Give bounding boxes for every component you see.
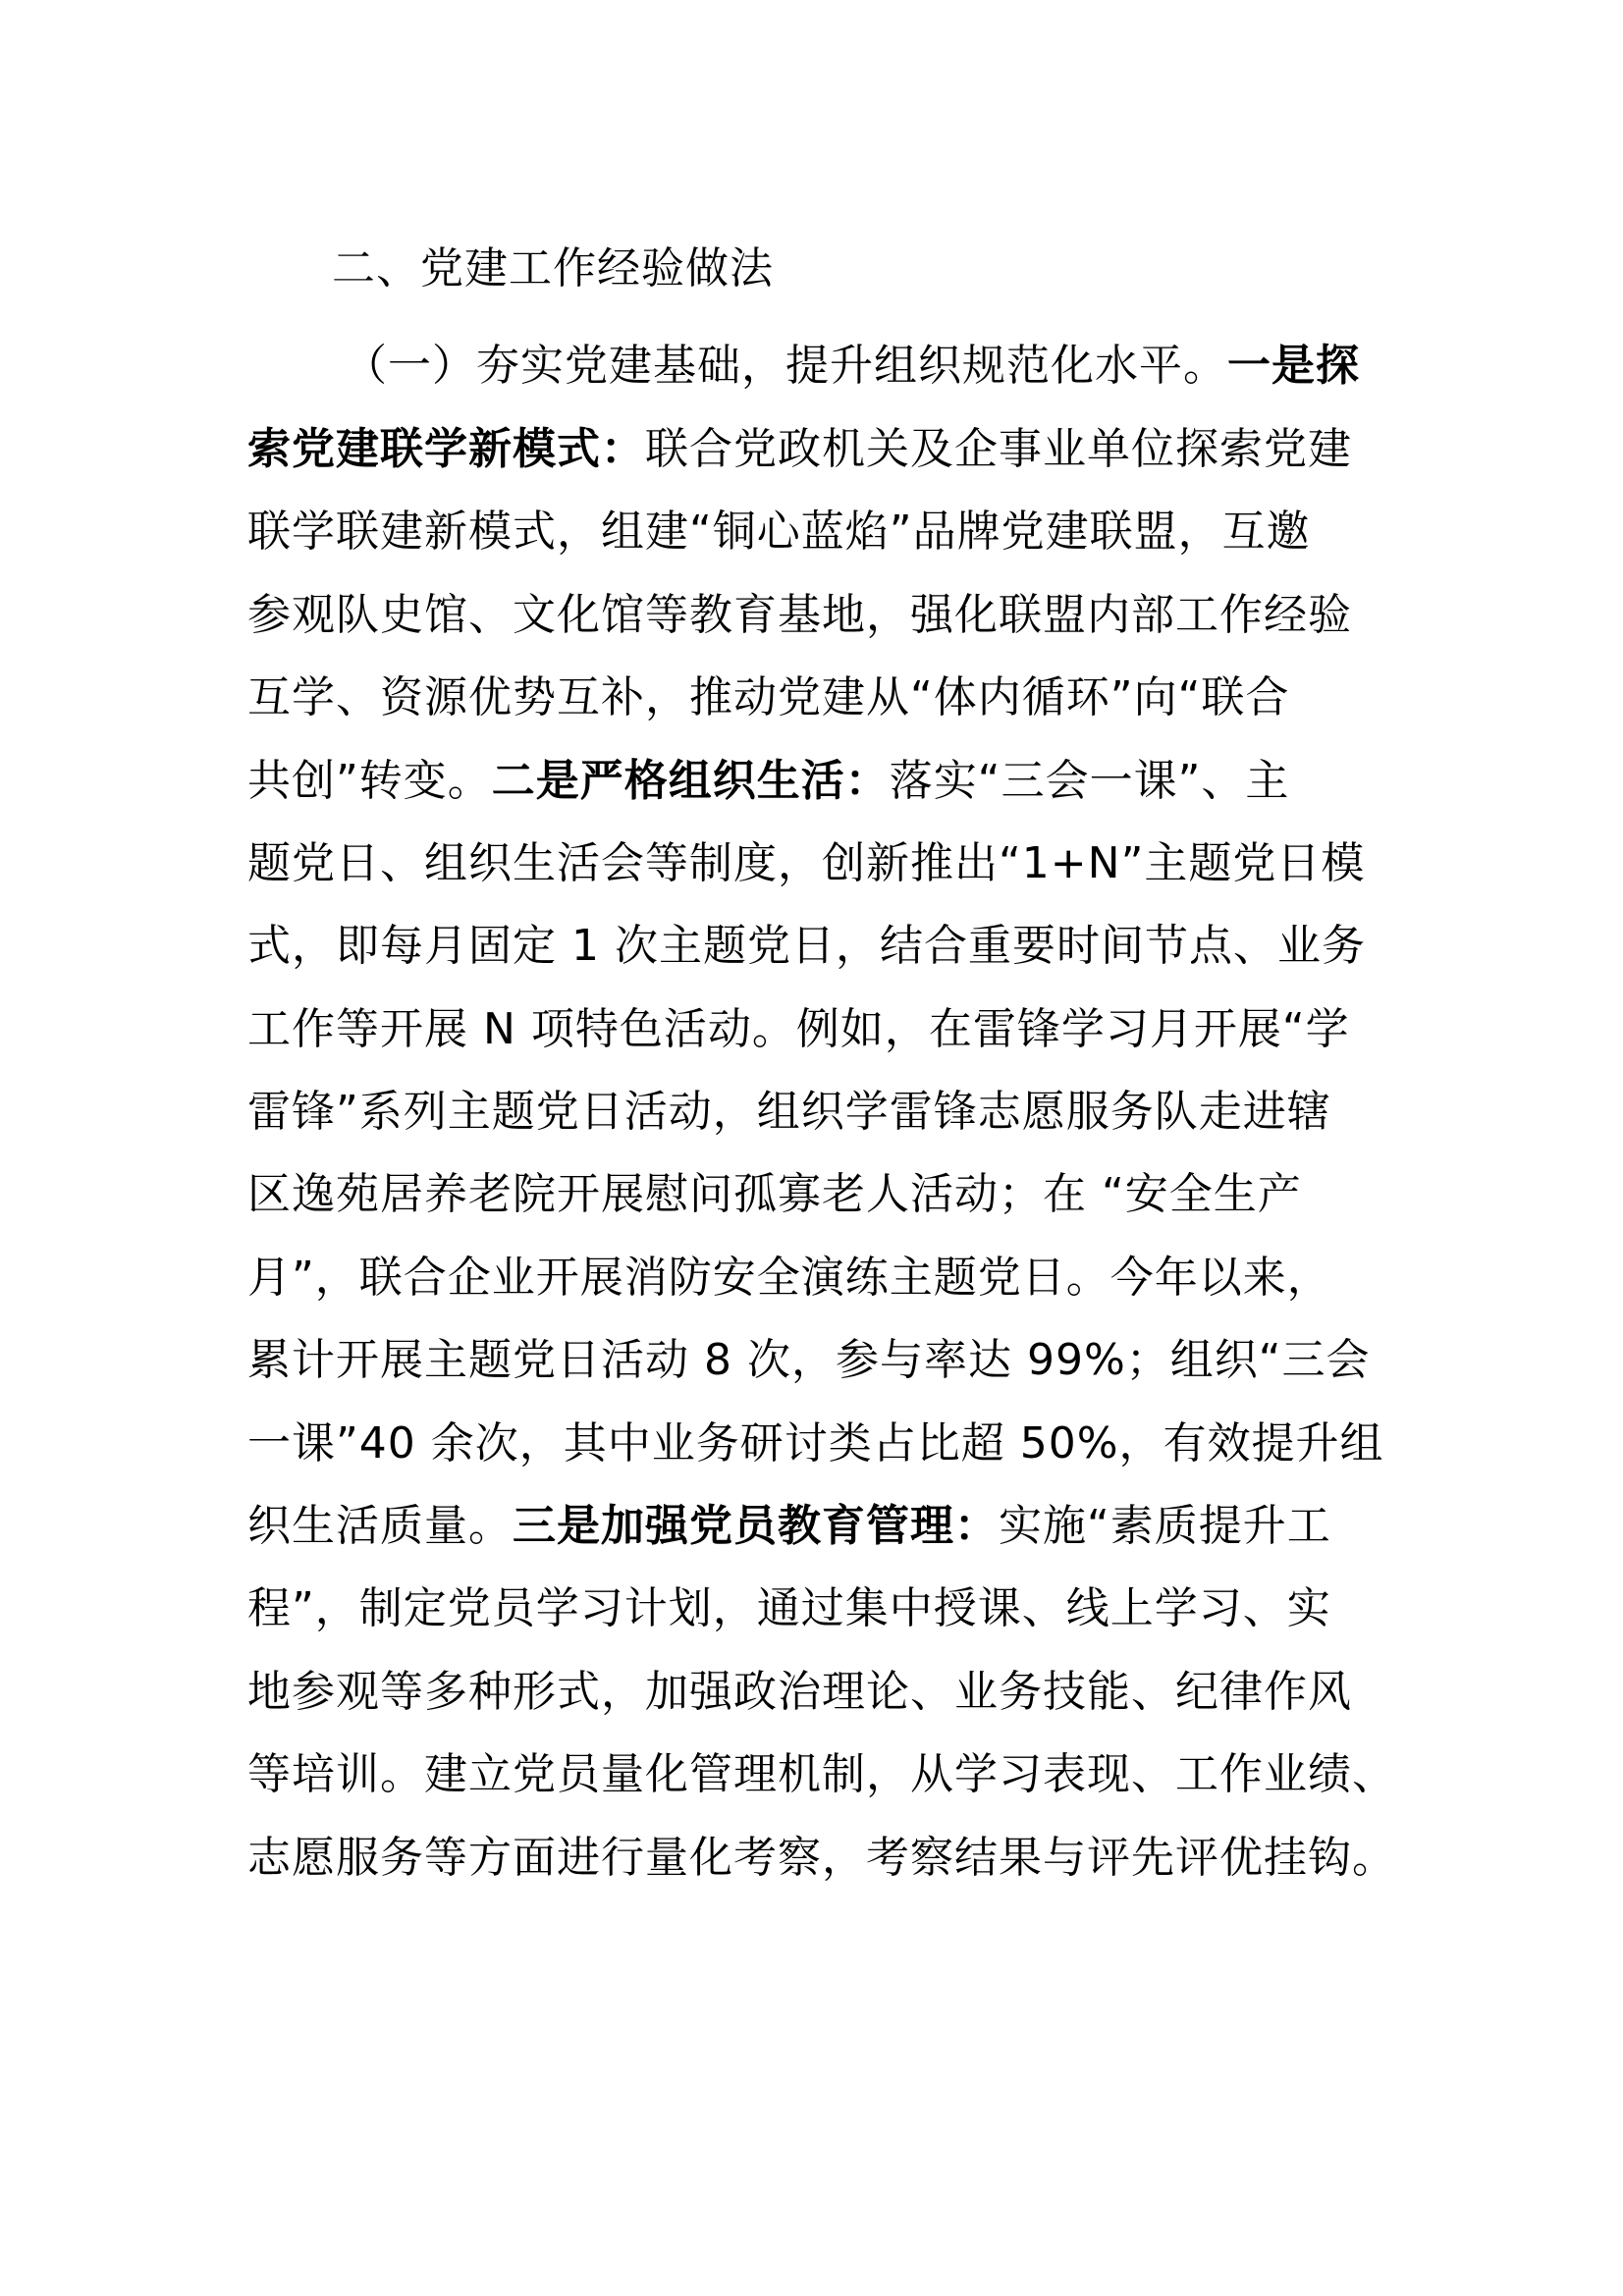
paragraph-line	[344, 339, 1360, 394]
text-run: 联合党政机关及企事业单位探索党建	[645, 424, 1352, 474]
paragraph-line	[247, 1167, 1302, 1222]
text-run: 等培训。建立党员量化管理机制，从学习表现、工作业绩、	[247, 1749, 1396, 1799]
text-run: 雷锋”系列主题党日活动，组织学雷锋志愿服务队走进辖	[247, 1087, 1331, 1137]
text-run: 工作等开展 N 项特色活动。例如，在雷锋学习月开展“学	[247, 1004, 1350, 1054]
paragraph-line	[247, 836, 1365, 891]
paragraph-line	[247, 919, 1366, 974]
text-run: 互学、资源优势互补，推动党建从“体内循环”向“联合	[247, 672, 1290, 722]
paragraph-line	[247, 1665, 1352, 1720]
text-run: 共创”转变。	[247, 756, 492, 806]
text-run: 地参观等多种形式，加强政治理论、业务技能、纪律作风	[247, 1667, 1352, 1717]
text-run: 落实“三会一课”、主	[889, 756, 1290, 806]
paragraph-line	[247, 1251, 1331, 1306]
text-run: 实施“素质提升工	[999, 1501, 1331, 1551]
paragraph-line	[247, 422, 1352, 477]
bold-text-run: 索党建联学新模式：	[247, 424, 645, 474]
paragraph-line	[247, 1416, 1384, 1471]
text-run: 区逸苑居养老院开展慰问孤寡老人活动；在 “安全生产	[247, 1169, 1302, 1219]
bold-text-run: 一是探	[1227, 341, 1360, 391]
bold-text-run: 二是严格组织生活：	[491, 756, 890, 806]
text-run: 月”，联合企业开展消防安全演练主题党日。今年以来，	[247, 1253, 1331, 1303]
text-run: 志愿服务等方面进行量化考察，考察结果与评先评优挂钩。	[247, 1833, 1396, 1883]
text-run: 程”，制定党员学习计划，通过集中授课、线上学习、实	[247, 1583, 1331, 1633]
paragraph-line	[247, 754, 1289, 809]
paragraph-line	[247, 670, 1289, 725]
text-run: 织生活质量。	[247, 1501, 513, 1551]
bold-text-run: 三是加强党员教育管理：	[513, 1501, 999, 1551]
paragraph-line	[247, 505, 1311, 560]
text-run: 累计开展主题党日活动 8 次，参与率达 99%；组织“三会	[247, 1335, 1371, 1385]
paragraph-line	[247, 588, 1352, 643]
text-run: 一课”40 余次，其中业务研讨类占比超 50%，有效提升组	[247, 1418, 1384, 1468]
paragraph-line	[247, 1333, 1371, 1388]
text-run: 联学联建新模式，组建“铜心蓝焰”品牌党建联盟，互邀	[247, 507, 1311, 557]
paragraph-line	[247, 1747, 1396, 1802]
section-heading: 二、党建工作经验做法	[332, 243, 774, 294]
paragraph-line	[247, 1499, 1331, 1554]
paragraph-line	[247, 1581, 1331, 1636]
text-run: 式，即每月固定 1 次主题党日，结合重要时间节点、业务	[247, 921, 1366, 971]
text-run: 题党日、组织生活会等制度，创新推出“1+N”主题党日模	[247, 838, 1366, 888]
paragraph-line	[247, 1002, 1350, 1057]
text-run: （一）夯实党建基础，提升组织规范化水平。	[344, 341, 1227, 391]
paragraph-line	[247, 1831, 1396, 1886]
paragraph-line	[247, 1085, 1331, 1140]
text-run: 参观队史馆、文化馆等教育基地，强化联盟内部工作经验	[247, 590, 1352, 640]
